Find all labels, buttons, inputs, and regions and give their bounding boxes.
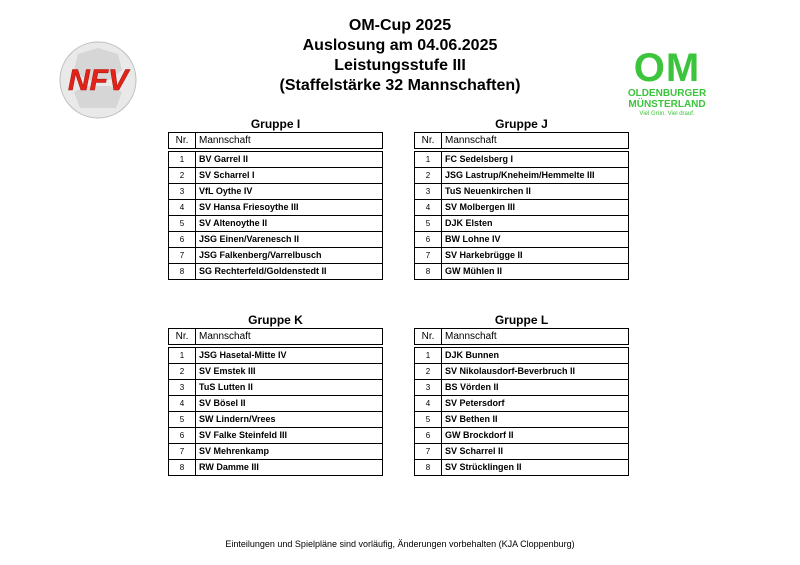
team-name: SV Strücklingen II <box>442 460 629 476</box>
team-nr: 2 <box>415 364 442 380</box>
team-nr: 6 <box>415 232 442 248</box>
team-nr: 7 <box>415 248 442 264</box>
team-nr: 4 <box>169 200 196 216</box>
table-row <box>169 444 383 460</box>
table-row <box>415 412 629 428</box>
nfv-logo <box>48 40 148 120</box>
footer-note: Einteilungen und Spielpläne sind vorläufig, Änderungen vorbehalten (KJA Cloppenburg) <box>225 539 575 549</box>
team-nr: 3 <box>169 184 196 200</box>
header-team: Mannschaft <box>442 329 629 345</box>
header-team: Mannschaft <box>196 329 383 345</box>
om-logo-line2: MÜNSTERLAND <box>628 99 706 110</box>
group-l <box>414 313 629 476</box>
team-nr: 6 <box>415 428 442 444</box>
table-row <box>169 380 383 396</box>
team-name: SV Mehrenkamp <box>196 444 383 460</box>
table-row <box>169 200 383 216</box>
team-nr: 6 <box>169 232 196 248</box>
team-nr: 4 <box>169 396 196 412</box>
nfv-logo-graphic <box>48 40 148 120</box>
table-row <box>169 168 383 184</box>
team-name: JSG Hasetal-Mitte IV <box>196 348 383 364</box>
table-row <box>169 460 383 476</box>
table-row <box>169 412 383 428</box>
team-name: SV Molbergen III <box>442 200 629 216</box>
team-nr: 4 <box>415 200 442 216</box>
team-nr: 8 <box>415 460 442 476</box>
table-row <box>169 216 383 232</box>
header-nr: Nr. <box>415 329 442 345</box>
group-title: Gruppe I <box>250 117 301 131</box>
title-level: Leistungsstufe III <box>334 57 466 74</box>
group-i <box>168 117 383 280</box>
team-nr: 3 <box>169 380 196 396</box>
om-logo-text: OM <box>633 46 701 90</box>
team-nr: 8 <box>169 264 196 280</box>
team-nr: 7 <box>169 248 196 264</box>
team-nr: 1 <box>169 348 196 364</box>
table-row <box>169 248 383 264</box>
table-row <box>415 380 629 396</box>
table-row <box>415 396 629 412</box>
team-name: SW Lindern/Vrees <box>196 412 383 428</box>
team-nr: 3 <box>415 380 442 396</box>
team-nr: 5 <box>169 216 196 232</box>
table-row <box>415 428 629 444</box>
team-name: FC Sedelsberg I <box>442 152 629 168</box>
team-name: VfL Oythe IV <box>196 184 383 200</box>
team-name: SV Scharrel I <box>196 168 383 184</box>
team-nr: 8 <box>169 460 196 476</box>
team-name: SV Bethen II <box>442 412 629 428</box>
table-row <box>415 216 629 232</box>
team-name: DJK Elsten <box>442 216 629 232</box>
team-nr: 2 <box>415 168 442 184</box>
table-row <box>415 184 629 200</box>
team-name: SV Emstek III <box>196 364 383 380</box>
table-row <box>169 396 383 412</box>
team-name: SV Scharrel II <box>442 444 629 460</box>
group-table <box>168 132 383 280</box>
team-name: GW Mühlen II <box>442 264 629 280</box>
table-row <box>169 364 383 380</box>
team-nr: 1 <box>415 152 442 168</box>
team-name: SG Rechterfeld/Goldenstedt II <box>196 264 383 280</box>
team-name: JSG Lastrup/Kneheim/Hemmelte III <box>442 168 629 184</box>
team-name: SV Nikolausdorf-Beverbruch II <box>442 364 629 380</box>
group-title: Gruppe J <box>495 117 548 131</box>
group-table <box>414 328 629 476</box>
team-name: BS Vörden II <box>442 380 629 396</box>
team-nr: 3 <box>415 184 442 200</box>
table-row <box>415 168 629 184</box>
team-nr: 5 <box>169 412 196 428</box>
group-k <box>168 313 383 476</box>
team-nr: 6 <box>169 428 196 444</box>
team-name: SV Harkebrügge II <box>442 248 629 264</box>
group-j <box>414 117 629 280</box>
table-row <box>415 152 629 168</box>
group-title: Gruppe L <box>494 313 549 327</box>
table-row <box>415 248 629 264</box>
table-header-row <box>169 329 383 345</box>
header-nr: Nr. <box>169 133 196 149</box>
group-table <box>168 328 383 476</box>
team-name: GW Brockdorf II <box>442 428 629 444</box>
table-row <box>169 184 383 200</box>
team-nr: 7 <box>169 444 196 460</box>
om-logo-tagline: Viel Grün. Viel drauf. <box>639 111 695 117</box>
team-name: JSG Einen/Varenesch II <box>196 232 383 248</box>
table-row <box>415 444 629 460</box>
group-title: Gruppe K <box>248 313 303 327</box>
team-nr: 1 <box>169 152 196 168</box>
team-name: BV Garrel II <box>196 152 383 168</box>
table-row <box>415 460 629 476</box>
team-nr: 5 <box>415 412 442 428</box>
table-row <box>169 348 383 364</box>
table-row <box>415 200 629 216</box>
table-row <box>415 264 629 280</box>
team-nr: 2 <box>169 168 196 184</box>
table-row <box>415 364 629 380</box>
team-name: BW Lohne IV <box>442 232 629 248</box>
table-header-row <box>415 133 629 149</box>
table-row <box>169 232 383 248</box>
table-header-row <box>415 329 629 345</box>
team-nr: 8 <box>415 264 442 280</box>
team-nr: 7 <box>415 444 442 460</box>
header-team: Mannschaft <box>442 133 629 149</box>
table-row <box>169 152 383 168</box>
team-nr: 1 <box>415 348 442 364</box>
table-row <box>169 428 383 444</box>
team-nr: 4 <box>415 396 442 412</box>
team-name: SV Petersdorf <box>442 396 629 412</box>
team-name: TuS Lutten II <box>196 380 383 396</box>
group-table <box>414 132 629 280</box>
team-name: SV Hansa Friesoythe III <box>196 200 383 216</box>
nfv-logo-text: NFV <box>68 64 128 97</box>
team-nr: 5 <box>415 216 442 232</box>
table-header-row <box>169 133 383 149</box>
table-row <box>415 232 629 248</box>
team-name: SV Altenoythe II <box>196 216 383 232</box>
team-name: DJK Bunnen <box>442 348 629 364</box>
team-name: JSG Falkenberg/Varrelbusch <box>196 248 383 264</box>
header-team: Mannschaft <box>196 133 383 149</box>
title-draw-date: Auslosung am 04.06.2025 <box>302 37 498 54</box>
title-cup: OM-Cup 2025 <box>348 17 452 34</box>
header-nr: Nr. <box>169 329 196 345</box>
om-logo-line1: OLDENBURGER <box>627 88 707 99</box>
team-nr: 2 <box>169 364 196 380</box>
title-group-size: (Staffelstärke 32 Mannschaften) <box>279 77 521 94</box>
team-name: RW Damme III <box>196 460 383 476</box>
table-row <box>415 348 629 364</box>
team-name: SV Falke Steinfeld III <box>196 428 383 444</box>
header-nr: Nr. <box>415 133 442 149</box>
team-name: SV Bösel II <box>196 396 383 412</box>
team-name: TuS Neuenkirchen II <box>442 184 629 200</box>
table-row <box>169 264 383 280</box>
